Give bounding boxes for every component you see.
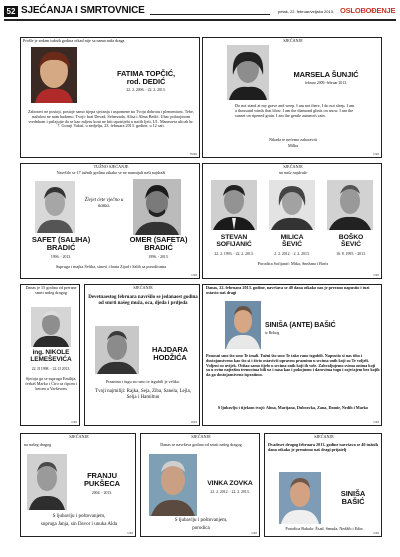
deceased-name: [91, 70, 200, 86]
notice-label: SJEĆANJE: [283, 164, 303, 169]
name-line-1: ing. NIKOLE: [32, 349, 70, 356]
quote: Živjet ćete vječno u nama.: [84, 198, 124, 209]
family-signature: Supruga i majka Šefika, sinovi i brata Zijad i Salih sa porodicama: [55, 264, 167, 269]
family-signature: Tvoji najmiliji: Rajka, Seja, Ziba, Sanela, Lejla, Selja i Hamiltun: [95, 389, 191, 400]
notice-body: Devetnaestog februara navršilo se jedanaest godina od smrti našeg muža, oca, djeda i prdjeda: [88, 295, 198, 306]
deceased-name: VINKA ZOVKA: [207, 480, 253, 487]
name-line-2: BRADIĆ: [46, 242, 76, 252]
deceased-name: [21, 350, 80, 364]
notice-intro: Danas se navršava godina od smrti našeg dragog: [160, 442, 242, 447]
verse: Prazninu i tugu sto smo te izgubili je veliko.: [105, 379, 181, 384]
name-line-2: HODŽIĆA: [153, 352, 187, 362]
portrait-photo: [31, 307, 71, 347]
notice-body: Ponosni smo što smo Te imali. Tužni što smo Te tako rano izgubili. Napustio si nas tiho i dostojanstveno kao što si i živio ostavivši upravnu prazninu u srcima onih koji su Te voljeli. Voljeni su uvijek. Otišao samo tijelo u srcima onih koji ih vole. Zahvaljujemo svima onima koji su u ovim najtežim trenucima bili uz i nasa kao i pokojnom i darovima tugu i osjećajem bez kojih da ga dostojanstveno ispratimo.: [206, 353, 380, 378]
section-title: SJEĆANJA I SMRTOVNICE: [21, 5, 145, 16]
deceased-name: [141, 346, 199, 362]
name-line-1: OMER (SAFETA): [129, 235, 188, 244]
deceased-name: SINIŠA (ANTE) BAŠIĆ: [265, 322, 336, 329]
portrait-photo: [227, 45, 269, 100]
notice-subtitle: na naše najdraže: [278, 170, 308, 175]
notice-intro: Danas je 15 godina od prerane smrti našeg dragog: [25, 285, 77, 295]
notice-label: TUŽNO SJEĆANJE: [93, 164, 129, 169]
ad-code: 1/36: [251, 531, 257, 535]
portrait-photo: [27, 454, 67, 510]
notice-body: Zaboravi ne postoji, postoje samo tijepa sjećanja i uspomene na Tvoju dobrotu i plemenitost. Tebe, nažalost ne nam budemo. Tvoji: brat Devad, Šeherzada, Alisa i Alma Bedić. Ubac pobrojinom vrednbom i prilajujte da se kao mljeru koni ne biti upotrijebi u naćih ljeti, U1. Maneuvra ulicah br. 7. Goruji Vakuf, u nedjelju, 23. februara 2013. godine, u 12 sati.: [28, 109, 194, 129]
deceased-name-2: [116, 236, 200, 252]
notice-label: SJEĆANJE: [133, 285, 153, 290]
name-line-1: FATIMA TOPČIĆ,: [116, 69, 176, 78]
name-line-2: ŠEVIĆ: [341, 241, 361, 249]
deceased-name-1: [21, 236, 101, 252]
notice-intro: Prošle je sedam tužnih godina otkad nije sa nama naša draga: [23, 38, 125, 43]
notice-zovko: [140, 433, 260, 537]
notice-intro: Dvadeset drugog februara 2013. godine navršava se 40 tužnih dana otkako je preminuo naš dragi prijatelj: [268, 442, 378, 452]
header-rule: [150, 14, 270, 15]
notice-body: Sjećaju ga se supruga Emilija, ćerkaš Marko i Ćiro sa ćipom i ketom u Varšavom: [25, 376, 77, 391]
ad-code: 1/36: [191, 273, 197, 277]
family-signature: supruga Janja, sin Davor i unuka Alda: [40, 522, 118, 527]
brand-logo: OSLOBOĐENJE: [340, 6, 396, 15]
notice-sofijanic-sevic: [202, 163, 382, 279]
deceased-name: [69, 472, 135, 488]
name-line-1: SINIŠA: [340, 489, 366, 498]
portrait-photo-2: [269, 180, 315, 230]
page-number-badge: 52: [4, 6, 18, 17]
signature-line: S ljubavlju i poštovanjem,: [174, 518, 228, 523]
place-of-origin: iz Bribog: [265, 331, 280, 335]
notice-topcic: [20, 37, 200, 158]
name-line-2: rod. DEDIĆ: [126, 76, 166, 86]
name-line-2: LEMEŠEVIĆA: [30, 355, 72, 363]
family-signature: Porodica Sofijanić: Mika, Snežana i Boris: [257, 261, 329, 266]
ad-code: 1/36: [71, 420, 77, 424]
signature-name: Milka: [287, 143, 298, 148]
notice-intro: na našeg dragog: [24, 442, 52, 447]
life-dates-2: 2. 2. 2012. - 2. 2. 2013.: [274, 252, 310, 256]
name-line-1: BOŠKO: [338, 234, 364, 241]
family-signature: Porodica Bakalo: Ésad, Smuda, Nedžib i Edin: [285, 526, 363, 531]
name-line-1: STEVAN: [220, 234, 248, 241]
notice-intro: Danas, 22. februara 2013. godine, navršava se 40 dana otkako nas je prerano napustio i tuzi ostavio naš dragi: [206, 285, 370, 295]
notice-basic-2: [264, 433, 382, 537]
name-line-2: PUKŠECA: [84, 478, 120, 488]
portrait-photo: [95, 326, 139, 374]
signature-line: Nikada te nećemo zaboraviti: [268, 137, 318, 142]
life-dates: 22. 2. 2006. - 22. 2. 2013.: [126, 88, 166, 92]
portrait-photo: [149, 454, 197, 516]
life-dates-1: 1996. - 2013.: [50, 255, 72, 259]
signature-line: S ljubavlju i poštovanjem,: [52, 514, 106, 519]
notice-bradic: [20, 163, 200, 279]
name-line-1: FRANJU: [87, 471, 117, 480]
portrait-photo-2: [133, 179, 181, 235]
ad-code: 1/36: [127, 531, 133, 535]
portrait-photo: [31, 47, 77, 103]
portrait-photo-1: [211, 180, 257, 230]
name-line-2: SOFIJANIĆ: [216, 241, 252, 249]
portrait-photo: [279, 472, 321, 524]
name-line-2: ŠEVIĆ: [282, 241, 302, 249]
ad-code: 1/36: [373, 531, 379, 535]
ad-code: 1/36: [373, 273, 379, 277]
notice-basic: [202, 284, 382, 426]
life-dates-2: 1996. - 2013.: [148, 255, 169, 259]
notice-lemesevic: [20, 284, 80, 426]
name-line-1: SAFET (SALIHA): [31, 235, 91, 244]
notice-puksec: [20, 433, 136, 537]
header-underline: [4, 19, 396, 21]
life-dates-3: 16. 8. 1995. - 2013.: [336, 252, 366, 256]
life-dates: 22. 2. 2012. - 22. 2. 2013.: [210, 490, 250, 494]
deceased-name-3: [321, 234, 381, 248]
notice-intro: Navršilo se 17 tužnih godina otkako se ne nasmijali naši najdraži: [56, 170, 166, 175]
life-dates: 2004. - 2013.: [91, 491, 113, 495]
name-line-2: BAŠIĆ: [341, 496, 365, 506]
ad-code: 1/36: [373, 152, 379, 156]
notice-hodzic: [84, 284, 200, 426]
notice-label: SJEĆANJE: [191, 434, 211, 439]
portrait-photo: [225, 301, 261, 349]
ad-code: 76/36: [189, 152, 197, 156]
name-line-1: MILICA: [280, 234, 304, 241]
header-date: petak, 22. februar/veljača 2013.: [278, 9, 335, 14]
life-dates-1: 22. 2. 1993. - 22. 2. 2013.: [214, 252, 254, 256]
ad-code: 8/23: [191, 420, 197, 424]
life-dates: 22. II 1998. - 22. II 2013.: [31, 367, 71, 371]
portrait-photo-1: [35, 181, 75, 233]
family-signature: porodica: [192, 526, 210, 531]
notice-sunjic: [202, 37, 382, 158]
deceased-name: MARSELA ŠUNJIĆ: [293, 70, 359, 79]
deceased-name: [325, 490, 381, 506]
notice-label: SJEĆANJE: [283, 38, 303, 43]
name-line-2: BRADIĆ: [144, 242, 173, 252]
life-dates: februar 2009.-februar 2013.: [304, 81, 348, 85]
notice-label: SJEĆANJE: [69, 434, 89, 439]
family-signature: S ljubavlju i tijekom tvoji: Alma, Marijana, Dubravka, Zana, Damir, Nedih i Marko: [217, 405, 369, 410]
deceased-name-2: [263, 234, 321, 248]
portrait-photo-3: [327, 180, 373, 230]
poem: Do not stand at my grave and weep. I am not there, I do not sleep. I am a thousand winds that blow. I am the diamond glints on snow. I am the sunset on ripened grain. I am the gentle autumn's rain.: [235, 103, 355, 118]
name-line-1: HAJDARA: [152, 345, 188, 354]
deceased-name-1: [203, 234, 265, 248]
ad-code: 1/36: [373, 420, 379, 424]
notice-label: SJEĆANJE: [314, 434, 334, 439]
